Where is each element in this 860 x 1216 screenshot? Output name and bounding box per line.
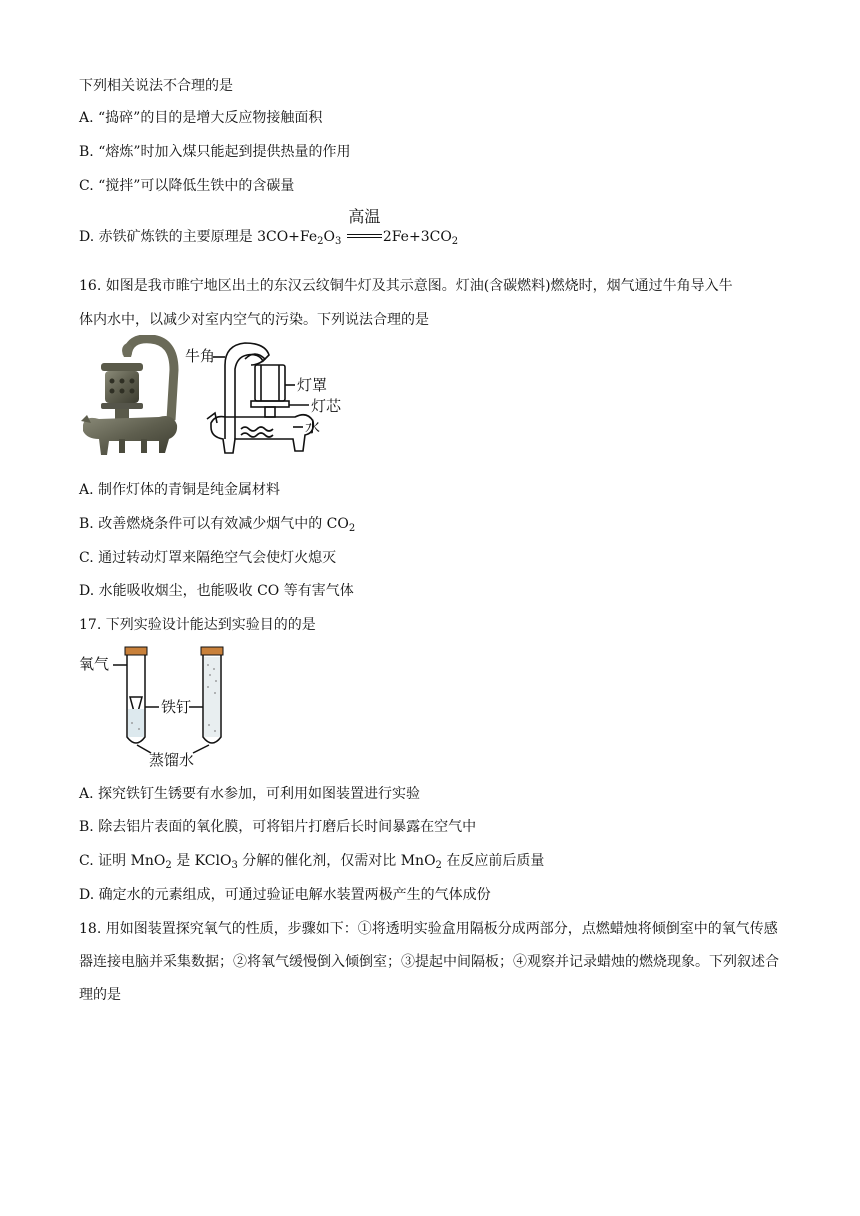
subscript: 2 [317,236,324,247]
label-oxygen: 氧气 [79,655,110,673]
equation-products: 2Fe+3CO [382,229,452,245]
q15-option-a: A. “捣碎”的目的是增大反应物接触面积 [79,110,323,126]
q16-option-c: C. 通过转动灯罩来隔绝空气会使灯火熄灭 [79,550,337,566]
subscript: 2 [435,860,442,871]
reaction-condition [347,207,382,247]
subscript: 2 [165,860,172,871]
subscript: 3 [231,860,238,871]
label-nail: 铁钉 [161,698,192,716]
q17-option-c [79,851,544,871]
label-distilled-water: 蒸馏水 [149,751,195,769]
label-shade: 灯罩 [297,376,328,394]
subscript: 2 [348,523,356,534]
q17-c-part: 在反应前后质量 [441,853,545,869]
q16-stem-2: 体内水中，以减少对室内空气的污染。下列说法合理的是 [79,312,429,328]
ox-lamp-diagram [185,335,375,475]
condition-label: 高温 [348,207,381,226]
label-water: 水 [305,418,321,436]
q17-c-part: C. 证明 MnO [79,853,166,869]
subscript: 3 [335,236,342,247]
equation-reactants-2: O [323,229,335,245]
label-wick: 灯芯 [311,397,342,415]
equation-reactants: D. 赤铁矿炼铁的主要原理是 3CO+Fe [79,229,318,245]
q17-c-part: 是 KClO [171,853,232,869]
q16-option-a: A. 制作灯体的青铜是纯金属材料 [79,482,281,498]
q16-stem: 16. 如图是我市睢宁地区出土的东汉云纹铜牛灯及其示意图。灯油(含碳燃料)燃烧时，烟气通过牛角导入牛 [79,278,733,294]
q16-option-b [79,514,355,534]
q17-option-b: B. 除去铝片表面的氧化膜，可将铝片打磨后长时间暴露在空气中 [79,819,477,835]
q15-option-d [79,207,459,247]
q15-option-b: B. “熔炼”时加入煤只能起到提供热量的作用 [79,144,351,160]
q17-option-d: D. 确定水的元素组成，可通过验证电解水装置两极产生的气体成份 [79,887,491,903]
test-tubes-diagram [79,645,249,770]
q17-stem: 17. 下列实验设计能达到实验目的的是 [79,617,316,633]
q17-c-part: 分解的催化剂，仅需对比 MnO [237,853,436,869]
subscript: 2 [451,236,459,247]
q16-option-d: D. 水能吸收烟尘，也能吸收 CO 等有害气体 [79,583,354,599]
equals-line [347,234,382,235]
ox-lamp-photo [79,335,179,465]
equals-line [347,237,382,238]
q15-option-c: C. “搅拌”可以降低生铁中的含碳量 [79,178,295,194]
q16-option-b-text: B. 改善燃烧条件可以有效减少烟气中的 CO [79,516,349,532]
label-horn: 牛角 [185,347,216,365]
intro-text: 下列相关说法不合理的是 [79,78,233,94]
q18-stem: 18. 用如图装置探究氧气的性质，步骤如下：①将透明实验盒用隔板分成两部分，点燃蜡烛将倾倒室中的氧气传感器连接电脑并采集数据；②将氧气缓慢倒入倾倒室；③提起中间隔板；④观察并记录蜡烛的燃烧现象。下列叙述合理的是 [79,921,779,1003]
q17-option-a: A. 探究铁钉生锈要有水参加，可利用如图装置进行实验 [79,786,421,802]
